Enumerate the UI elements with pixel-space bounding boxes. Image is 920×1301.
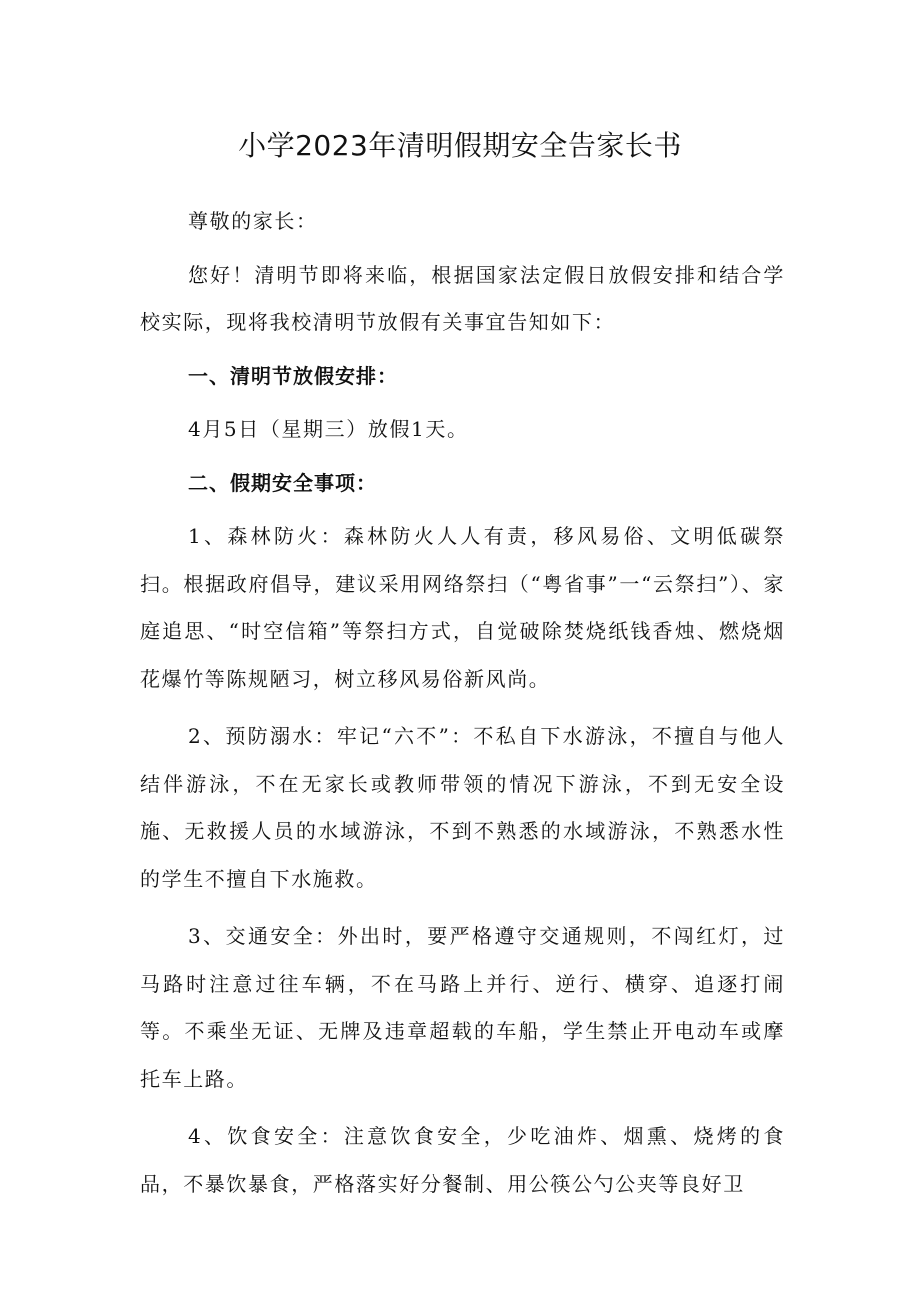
section1-text: 4月5日（星期三）放假1天。 [188,417,469,441]
item-food: 4、饮食安全：注意饮食安全，少吃油炸、烟熏、烧烤的食品，不暴饮暴食，严格落实好分餐制、用公筷公勺公夹等良好卫 [140,1124,785,1196]
document-title: 小学2023年清明假期安全告家长书 [238,129,682,162]
item-drowning: 2、预防溺水：牢记“六不”：不私自下水游泳，不擅自与他人结伴游泳，不在无家长或教师带领的情况下游泳，不到无安全设施、无救援人员的水域游泳，不到不熟悉的水域游泳，不熟悉水性的学生不擅自下水施救。 [140,724,785,891]
intro-paragraph: 您好！清明节即将来临，根据国家法定假日放假安排和结合学校实际，现将我校清明节放假有关事宜告知如下： [140,262,785,334]
section2-heading: 二、假期安全事项： [188,470,377,495]
section1-heading: 一、清明节放假安排： [188,363,398,388]
document-body [140,198,785,1208]
item-traffic: 3、交通安全：外出时，要严格遵守交通规则，不闯红灯，过马路时注意过往车辆，不在马路上并行、逆行、横穿、追逐打闹等。不乘坐无证、无牌及违章超载的车船，学生禁止开电动车或摩托车上路。 [140,924,785,1091]
item-forest-fire: 1、森林防火：森林防火人人有责，移风易俗、文明低碳祭扫。根据政府倡导，建议采用网络祭扫（“粤省事”一“云祭扫”）、家庭追思、“时空信箱”等祭扫方式，自觉破除焚烧纸钱香烛、燃烧烟花爆竹等陈规陋习，树立移风易俗新风尚。 [140,524,785,691]
salutation: 尊敬的家长： [188,209,318,233]
